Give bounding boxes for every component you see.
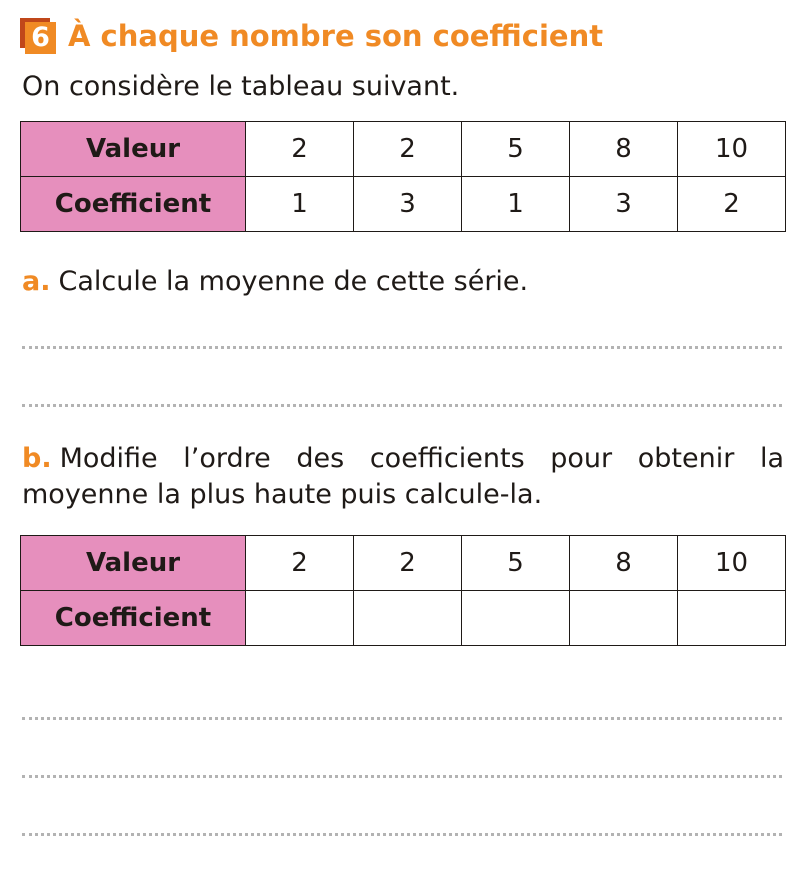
- answer-table: [20, 535, 786, 646]
- coefficient-input-cell[interactable]: [570, 591, 678, 646]
- value-cell: 2: [354, 122, 462, 177]
- value-cell: 2: [354, 536, 462, 591]
- coefficient-input-cell[interactable]: [678, 591, 786, 646]
- answer-line[interactable]: [22, 775, 782, 778]
- answer-line[interactable]: [22, 346, 782, 349]
- answer-line[interactable]: [22, 404, 782, 407]
- coefficient-cell: 1: [246, 177, 354, 232]
- value-cell: 2: [246, 122, 354, 177]
- question-a: [22, 264, 528, 300]
- data-table: [20, 121, 786, 232]
- question-letter: b.: [22, 443, 52, 474]
- exercise-intro: On considère le tableau suivant.: [22, 71, 460, 102]
- value-cell: 5: [462, 122, 570, 177]
- value-cell: 10: [678, 536, 786, 591]
- table-row-coefficients: [21, 591, 786, 646]
- coefficient-input-cell[interactable]: [354, 591, 462, 646]
- coefficient-cell: 3: [570, 177, 678, 232]
- value-cell: 8: [570, 536, 678, 591]
- value-cell: 2: [246, 536, 354, 591]
- coefficient-cell: 2: [678, 177, 786, 232]
- table-row-values: [21, 122, 786, 177]
- answer-line[interactable]: [22, 717, 782, 720]
- question-letter: a.: [22, 266, 51, 297]
- answer-line[interactable]: [22, 833, 782, 836]
- question-b: [22, 441, 784, 513]
- coefficient-cell: 1: [462, 177, 570, 232]
- row-label: Valeur: [21, 536, 246, 591]
- coefficient-input-cell[interactable]: [462, 591, 570, 646]
- value-cell: 5: [462, 536, 570, 591]
- value-cell: 10: [678, 122, 786, 177]
- exercise-header: [20, 16, 603, 56]
- row-label: Coefficient: [21, 591, 246, 646]
- question-text: Modifie l’ordre des coefficients pour obtenir la moyenne la plus haute puis calcule-la.: [22, 443, 784, 510]
- exercise-number: 6: [25, 22, 56, 54]
- exercise-number-badge: [20, 18, 56, 54]
- question-text: Calcule la moyenne de cette série.: [58, 266, 529, 297]
- coefficient-cell: 3: [354, 177, 462, 232]
- row-label: Valeur: [21, 122, 246, 177]
- table-row-values: [21, 536, 786, 591]
- value-cell: 8: [570, 122, 678, 177]
- row-label: Coefficient: [21, 177, 246, 232]
- table-row-coefficients: [21, 177, 786, 232]
- coefficient-input-cell[interactable]: [246, 591, 354, 646]
- exercise-title: À chaque nombre son coefficient: [68, 19, 604, 53]
